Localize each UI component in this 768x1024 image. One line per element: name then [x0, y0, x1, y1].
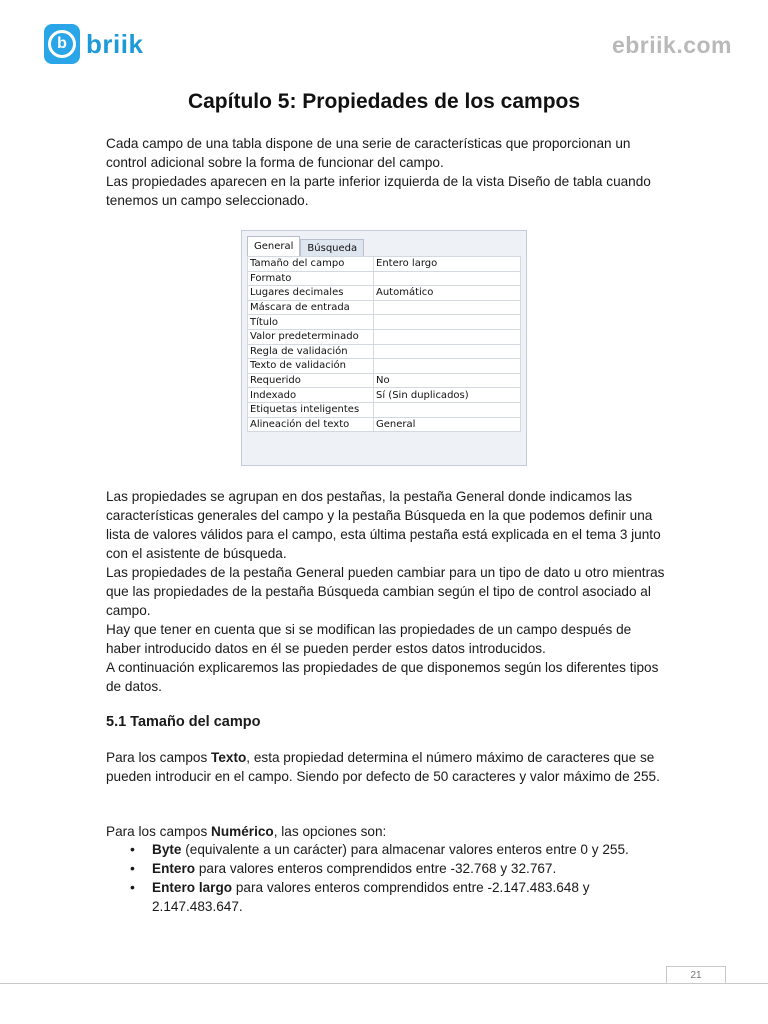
property-name: Requerido — [248, 373, 374, 388]
body-line: Hay que tener en cuenta que si se modifican las propiedades de un campo después de haber introducido datos en él se pueden perder estos datos introducidos. — [106, 622, 632, 656]
property-row[interactable] — [248, 315, 521, 330]
footer-divider — [0, 983, 768, 984]
property-value[interactable] — [374, 402, 521, 417]
briik-logo-icon: b — [44, 24, 80, 64]
property-name: Formato — [248, 271, 374, 286]
numerico-paragraph: Para los campos Numérico, las opciones son: — [106, 824, 387, 839]
texto-paragraph: Para los campos Texto, esta propiedad determina el número máximo de caracteres que se pueden introducir en el campo. Siendo por defecto de 50 caracteres y valor máximo de 255. — [106, 750, 660, 784]
property-name: Texto de validación — [248, 359, 374, 374]
list-item: • Entero para valores enteros comprendidos entre -32.768 y 32.767. — [106, 859, 666, 878]
body-paragraphs — [106, 487, 666, 696]
property-row[interactable] — [248, 402, 521, 417]
property-name: Tamaño del campo — [248, 257, 374, 272]
site-watermark: ebriik.com — [611, 32, 732, 58]
property-row[interactable] — [248, 359, 521, 374]
list-item: • Byte (equivalente a un carácter) para almacenar valores enteros entre 0 y 255. — [106, 840, 666, 859]
property-name: Regla de validación — [248, 344, 374, 359]
property-value[interactable] — [374, 315, 521, 330]
property-value[interactable]: Sí (Sin duplicados) — [374, 388, 521, 403]
intro-paragraph — [106, 134, 666, 210]
section-heading: 5.1 Tamaño del campo — [106, 714, 261, 730]
property-row[interactable] — [248, 329, 521, 344]
property-name: Alineación del texto — [248, 417, 374, 432]
property-name: Valor predeterminado — [248, 329, 374, 344]
property-value[interactable] — [374, 300, 521, 315]
property-name: Título — [248, 315, 374, 330]
numeric-options-list — [106, 840, 666, 916]
property-row[interactable] — [248, 373, 521, 388]
property-value[interactable]: No — [374, 373, 521, 388]
property-value[interactable]: Automático — [374, 286, 521, 301]
property-name: Etiquetas inteligentes — [248, 402, 374, 417]
body-line: Las propiedades de la pestaña General pueden cambiar para un tipo de dato u otro mientras que las propiedades de la pestaña Búsqueda cambian según el tipo de control asociado al campo. — [106, 565, 665, 618]
tab-busqueda[interactable]: Búsqueda — [300, 239, 364, 257]
property-value[interactable] — [374, 344, 521, 359]
field-properties-panel — [241, 230, 527, 466]
property-value[interactable]: Entero largo — [374, 257, 521, 272]
property-name: Máscara de entrada — [248, 300, 374, 315]
intro-line: Cada campo de una tabla dispone de una serie de características que proporcionan un control adicional sobre la forma de funcionar del campo. — [106, 136, 631, 170]
logo-text: briik — [86, 28, 144, 59]
property-value[interactable] — [374, 329, 521, 344]
tab-general[interactable]: General — [247, 236, 300, 257]
brand-logo — [44, 24, 143, 64]
property-row[interactable] — [248, 388, 521, 403]
property-row[interactable] — [248, 300, 521, 315]
body-line: A continuación explicaremos las propiedades de que disponemos según los diferentes tipos de datos. — [106, 660, 659, 694]
property-row[interactable] — [248, 417, 521, 432]
properties-tabs — [247, 236, 364, 256]
property-row[interactable] — [248, 257, 521, 272]
properties-table — [247, 256, 521, 432]
property-row[interactable] — [248, 344, 521, 359]
property-row[interactable] — [248, 286, 521, 301]
property-name: Indexado — [248, 388, 374, 403]
property-name: Lugares decimales — [248, 286, 374, 301]
property-value[interactable] — [374, 359, 521, 374]
page-number: 21 — [666, 966, 726, 983]
list-item: • Entero largo para valores enteros comprendidos entre -2.147.483.648 y 2.147.483.647. — [106, 878, 666, 916]
property-value[interactable] — [374, 271, 521, 286]
property-value[interactable]: General — [374, 417, 521, 432]
property-row[interactable] — [248, 271, 521, 286]
intro-line: Las propiedades aparecen en la parte inferior izquierda de la vista Diseño de tabla cuando tenemos un campo seleccionado. — [106, 174, 651, 208]
chapter-title: Capítulo 5: Propiedades de los campos — [187, 90, 581, 113]
body-line: Las propiedades se agrupan en dos pestañas, la pestaña General donde indicamos las características generales del campo y la pestaña Búsqueda en la que podemos definir una lista de valores válidos para el campo, esta última pestaña está explicada en el tema 3 junto con el asistente de búsqueda. — [106, 489, 661, 561]
